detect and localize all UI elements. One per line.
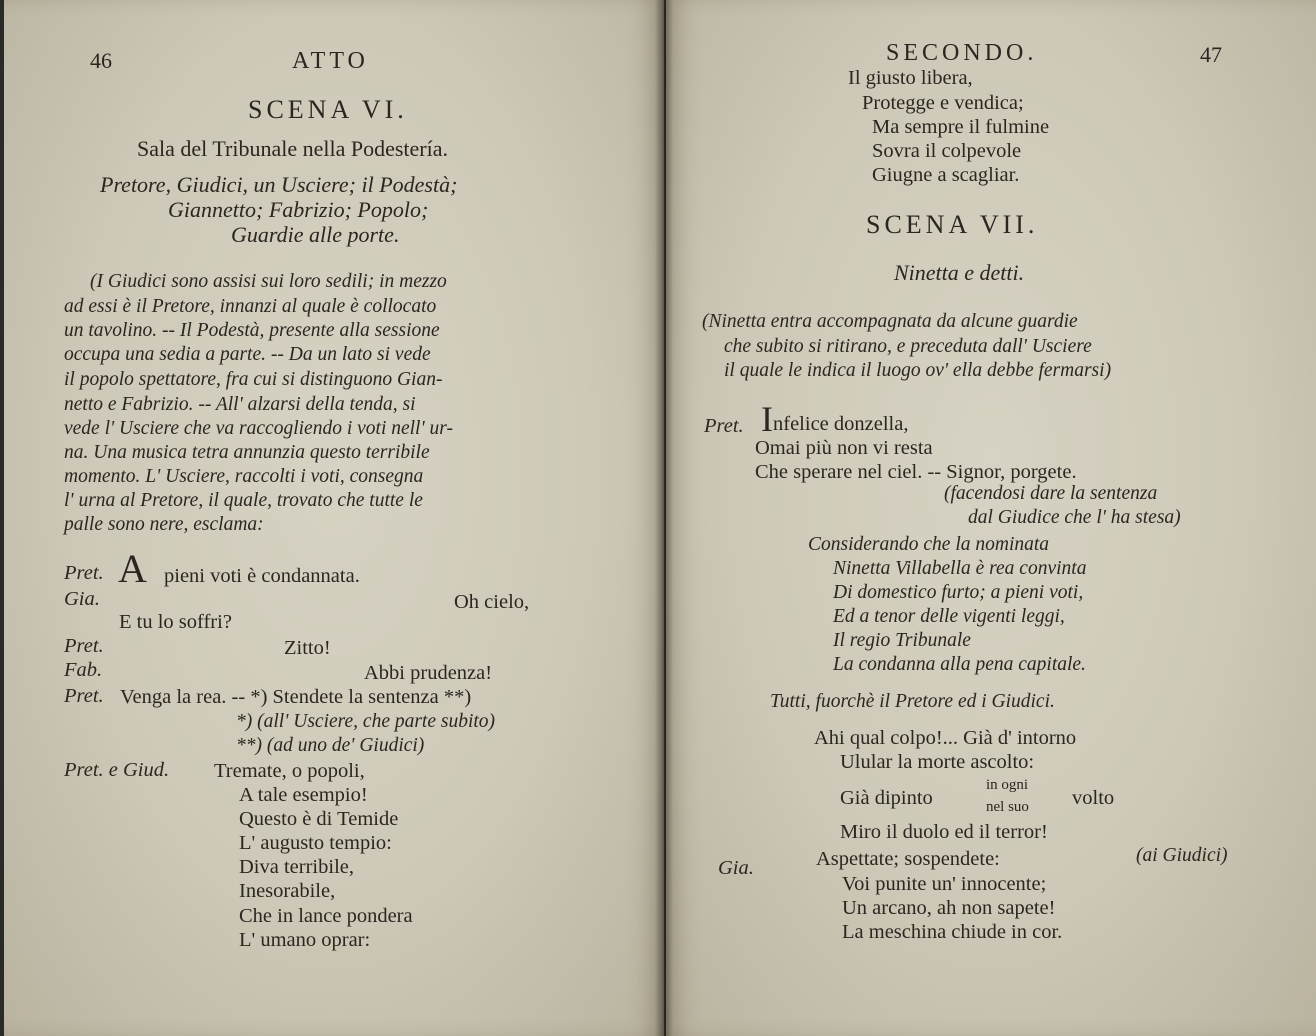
verse-line: Protegge e vendica; — [862, 92, 1024, 114]
book-gutter — [655, 0, 673, 1036]
verse-line: Tremate, o popoli, — [214, 760, 365, 782]
verse-line: Zitto! — [284, 637, 331, 659]
verse-line: Un arcano, ah non sapete! — [842, 897, 1056, 919]
characters-line: Guardie alle porte. — [231, 222, 400, 247]
stage-direction-line: che subito si ritirano, e preceduta dall' Usciere — [724, 336, 1092, 357]
verse-line: volto — [1072, 787, 1115, 809]
verse-line: L' umano oprar: — [239, 929, 371, 951]
verse-line: Già dipinto — [840, 787, 933, 809]
verse-line: Venga la rea. -- *) Stendete la sentenza **) — [120, 686, 472, 708]
scene-title-right: SCENA VII. — [866, 210, 1039, 239]
verse-line: nfelice donzella, — [773, 413, 909, 435]
verse-line: Diva terribile, — [239, 856, 354, 878]
speaker-label: Pret. e Giud. — [64, 759, 170, 781]
footnote-line: **) (ad uno de' Giudici) — [236, 735, 425, 756]
speaker-label: Gia. — [718, 857, 754, 879]
verse-line: Giugne a scagliar. — [872, 164, 1020, 186]
stage-direction-line: netto e Fabrizio. -- All' alzarsi della tenda, si — [64, 394, 416, 415]
stage-direction-line: palle sono nere, esclama: — [64, 514, 264, 535]
verse-line: L' augusto tempio: — [239, 832, 392, 854]
verse-line: E tu lo soffri? — [119, 611, 232, 633]
sentence-line: Il regio Tribunale — [833, 630, 971, 651]
verse-line: Oh cielo, — [454, 591, 530, 613]
speaker-label: Pret. — [64, 562, 104, 584]
verse-line: Che in lance pondera — [239, 905, 413, 927]
right-page — [666, 0, 1316, 1036]
speaker-label: Gia. — [64, 588, 100, 610]
verse-line: Che sperare nel ciel. -- Signor, porgete. — [755, 461, 1077, 483]
verse-variant-upper: in ogni — [986, 777, 1029, 793]
page-number-right: 47 — [1200, 42, 1222, 67]
speaker-label: Pret. — [64, 685, 104, 707]
speaker-label: Pret. — [64, 635, 104, 657]
stage-direction-line: dal Giudice che l' ha stesa) — [968, 507, 1181, 528]
stage-direction-line: momento. L' Usciere, raccolti i voti, consegna — [64, 466, 424, 487]
stage-direction-line: (ai Giudici) — [1136, 845, 1228, 866]
verse-line: Omai più non vi resta — [755, 437, 933, 459]
scene-setting: Sala del Tribunale nella Podestería. — [137, 136, 448, 161]
stage-direction-line: occupa una sedia a parte. -- Da un lato si vede — [64, 344, 431, 365]
verse-line: A tale esempio! — [239, 784, 368, 806]
stage-direction-line: (I Giudici sono assisi sui loro sedili; in mezzo — [90, 271, 447, 292]
drop-cap: A — [118, 546, 147, 591]
running-head-left: ATTO — [292, 48, 369, 74]
running-head-right: SECONDO. — [886, 40, 1038, 66]
stage-direction-line: na. Una musica tetra annunzia questo terribile — [64, 442, 430, 463]
verse-line: Abbi prudenza! — [364, 662, 493, 684]
verse-line: Ulular la morte ascolto: — [840, 751, 1035, 773]
sentence-line: Ninetta Villabella è rea convinta — [833, 558, 1087, 579]
stage-direction-line: (Ninetta entra accompagnata da alcune guardie — [702, 311, 1078, 332]
verse-line: Aspettate; sospendete: — [816, 848, 1000, 870]
verse-line: Questo è di Temide — [239, 808, 399, 830]
verse-line: Inesorabile, — [239, 880, 336, 902]
stage-direction-line: ad essi è il Pretore, innanzi al quale è collocato — [64, 296, 437, 317]
verse-variant-lower: nel suo — [986, 799, 1029, 815]
verse-line: Miro il duolo ed il terror! — [840, 821, 1048, 843]
scene-title-left: SCENA VI. — [248, 95, 408, 124]
sentence-line: Ed a tenor delle vigenti leggi, — [833, 606, 1065, 627]
sentence-line: Di domestico furto; a pieni voti, — [833, 582, 1084, 603]
left-page — [4, 0, 664, 1036]
characters-line: Ninetta e detti. — [894, 260, 1025, 285]
speaker-label: Pret. — [704, 415, 744, 437]
verse-line: La meschina chiude in cor. — [842, 921, 1063, 943]
verse-line: Voi punite un' innocente; — [842, 873, 1047, 895]
speaker-direction: Tutti, fuorchè il Pretore ed i Giudici. — [770, 691, 1055, 712]
stage-direction-line: l' urna al Pretore, il quale, trovato che tutte le — [64, 490, 423, 511]
footnote-line: *) (all' Usciere, che parte subito) — [236, 711, 496, 732]
verse-line: pieni voti è condannata. — [164, 565, 360, 587]
characters-line: Pretore, Giudici, un Usciere; il Podestà; — [100, 172, 458, 197]
characters-line: Giannetto; Fabrizio; Popolo; — [168, 197, 429, 222]
verse-line: Il giusto libera, — [848, 67, 973, 89]
verse-line: Sovra il colpevole — [872, 140, 1022, 162]
stage-direction-line: un tavolino. -- Il Podestà, presente alla sessione — [64, 320, 440, 341]
speaker-label: Fab. — [64, 659, 103, 681]
verse-line: Ahi qual colpo!... Già d' intorno — [814, 727, 1077, 749]
stage-direction-line: il popolo spettatore, fra cui si distinguono Gian- — [64, 369, 443, 390]
sentence-line: Considerando che la nominata — [808, 534, 1050, 555]
stage-direction-line: il quale le indica il luogo ov' ella debbe fermarsi) — [724, 360, 1112, 381]
page-number-left: 46 — [90, 48, 112, 73]
drop-cap: I — [761, 399, 773, 439]
verse-line: Ma sempre il fulmine — [872, 116, 1050, 138]
stage-direction-line: vede l' Usciere che va raccogliendo i voti nell' ur- — [64, 418, 453, 439]
stage-direction-line: (facendosi dare la sentenza — [944, 483, 1158, 504]
sentence-line: La condanna alla pena capitale. — [833, 654, 1086, 675]
